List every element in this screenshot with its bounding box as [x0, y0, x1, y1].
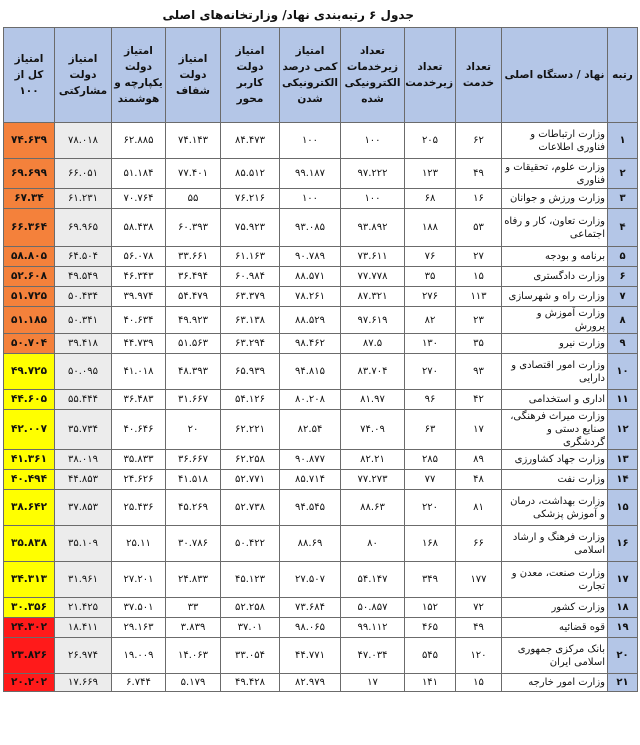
- row-electronic-percent: ۸۵.۷۱۴: [280, 470, 341, 490]
- row-org-name: وزارت دادگستری: [502, 267, 608, 287]
- row-integrated-score: ۳۹.۹۷۴: [112, 287, 166, 307]
- row-user-centric-score: ۶۲.۲۲۱: [221, 410, 280, 450]
- row-user-centric-score: ۶۰.۹۸۴: [221, 267, 280, 287]
- row-electronic-percent: ۹۹.۱۸۷: [280, 159, 341, 189]
- row-rank: ۶: [608, 267, 638, 287]
- row-rank: ۱۱: [608, 390, 638, 410]
- row-total-score: ۵۱.۷۲۵: [4, 287, 55, 307]
- row-user-centric-score: ۶۳.۲۹۴: [221, 334, 280, 354]
- row-total-score: ۶۷.۳۴: [4, 189, 55, 209]
- row-services: ۱۶: [456, 189, 502, 209]
- header-rank: رتبه: [608, 28, 638, 123]
- row-electronic-subservices: ۷۷.۷۷۸: [341, 267, 405, 287]
- row-services: ۶۶: [456, 526, 502, 562]
- row-participatory-score: ۴۹.۵۴۹: [55, 267, 112, 287]
- row-participatory-score: ۳۷.۸۵۳: [55, 490, 112, 526]
- row-transparent-score: ۳۳.۶۶۱: [166, 247, 221, 267]
- row-rank: ۴: [608, 209, 638, 247]
- row-org-name: وزارت علوم، تحقیقات و فناوری: [502, 159, 608, 189]
- row-org-name: وزارت بهداشت، درمان و آموزش پزشکی: [502, 490, 608, 526]
- table-row: [4, 354, 638, 390]
- row-integrated-score: ۴۰.۶۳۴: [112, 307, 166, 334]
- row-subservices: ۱۶۸: [405, 526, 456, 562]
- row-services: ۱۲۰: [456, 638, 502, 674]
- table-row: [4, 247, 638, 267]
- row-rank: ۱۴: [608, 470, 638, 490]
- row-total-score: ۳۴.۳۱۳: [4, 562, 55, 598]
- row-transparent-score: ۷۷.۴۰۱: [166, 159, 221, 189]
- row-participatory-score: ۵۰.۴۳۴: [55, 287, 112, 307]
- row-participatory-score: ۳۵.۱۰۹: [55, 526, 112, 562]
- row-services: ۳۵: [456, 334, 502, 354]
- row-subservices: ۳۴۹: [405, 562, 456, 598]
- row-electronic-percent: ۹۸.۰۶۵: [280, 618, 341, 638]
- row-user-centric-score: ۸۴.۴۷۳: [221, 123, 280, 159]
- table-row: [4, 123, 638, 159]
- row-subservices: ۷۶: [405, 247, 456, 267]
- row-transparent-score: ۳۶.۶۶۷: [166, 450, 221, 470]
- row-electronic-subservices: ۱۰۰: [341, 189, 405, 209]
- row-services: ۱۵: [456, 674, 502, 692]
- row-user-centric-score: ۵۰.۴۲۲: [221, 526, 280, 562]
- row-user-centric-score: ۴۹.۴۲۸: [221, 674, 280, 692]
- table-row: [4, 287, 638, 307]
- row-electronic-percent: ۸۰.۲۰۸: [280, 390, 341, 410]
- row-total-score: ۵۸.۸۰۵: [4, 247, 55, 267]
- row-rank: ۱۳: [608, 450, 638, 470]
- table-row: [4, 490, 638, 526]
- row-services: ۵۳: [456, 209, 502, 247]
- row-transparent-score: ۲۴.۸۳۳: [166, 562, 221, 598]
- row-org-name: برنامه و بودجه: [502, 247, 608, 267]
- table-row: [4, 189, 638, 209]
- row-rank: ۱۸: [608, 598, 638, 618]
- table-row: [4, 562, 638, 598]
- row-subservices: ۱۵۲: [405, 598, 456, 618]
- row-participatory-score: ۶۴.۵۰۴: [55, 247, 112, 267]
- row-total-score: ۳۸.۶۴۲: [4, 490, 55, 526]
- table-row: [4, 618, 638, 638]
- row-integrated-score: ۲۵.۱۱: [112, 526, 166, 562]
- row-subservices: ۲۲۰: [405, 490, 456, 526]
- row-integrated-score: ۴۴.۷۳۹: [112, 334, 166, 354]
- row-transparent-score: ۴۹.۹۲۳: [166, 307, 221, 334]
- row-electronic-subservices: ۸۲.۲۱: [341, 450, 405, 470]
- row-rank: ۱: [608, 123, 638, 159]
- row-electronic-percent: ۱۰۰: [280, 189, 341, 209]
- row-services: ۴۹: [456, 159, 502, 189]
- row-electronic-subservices: ۵۴.۱۴۷: [341, 562, 405, 598]
- row-services: ۱۷۷: [456, 562, 502, 598]
- row-transparent-score: ۶۰.۳۹۳: [166, 209, 221, 247]
- row-org-name: وزارت ورزش و جوانان: [502, 189, 608, 209]
- row-org-name: وزارت صنعت، معدن و تجارت: [502, 562, 608, 598]
- row-transparent-score: ۵۱.۵۶۳: [166, 334, 221, 354]
- row-user-centric-score: ۶۱.۱۶۳: [221, 247, 280, 267]
- row-services: ۴۸: [456, 470, 502, 490]
- row-services: ۹۳: [456, 354, 502, 390]
- row-rank: ۷: [608, 287, 638, 307]
- row-total-score: ۲۳.۸۲۶: [4, 638, 55, 674]
- table-row: [4, 598, 638, 618]
- row-org-name: وزارت امور اقتصادی و دارایی: [502, 354, 608, 390]
- row-electronic-subservices: ۸۱.۹۷: [341, 390, 405, 410]
- row-total-score: ۲۰.۲۰۲: [4, 674, 55, 692]
- row-participatory-score: ۳۸.۰۱۹: [55, 450, 112, 470]
- row-participatory-score: ۵۰.۰۹۵: [55, 354, 112, 390]
- row-total-score: ۴۰.۴۹۴: [4, 470, 55, 490]
- row-total-score: ۷۴.۶۳۹: [4, 123, 55, 159]
- row-user-centric-score: ۴۵.۱۲۳: [221, 562, 280, 598]
- header-user-centric: امتیاز دولت کاربر محور: [221, 28, 280, 123]
- row-total-score: ۶۹.۶۹۹: [4, 159, 55, 189]
- row-integrated-score: ۲۹.۱۶۳: [112, 618, 166, 638]
- row-transparent-score: ۴۵.۲۶۹: [166, 490, 221, 526]
- row-org-name: وزارت ارتباطات و فناوری اطلاعات: [502, 123, 608, 159]
- row-integrated-score: ۷۰.۷۶۴: [112, 189, 166, 209]
- row-org-name: قوه قضائیه: [502, 618, 608, 638]
- row-integrated-score: ۲۴.۶۲۶: [112, 470, 166, 490]
- row-electronic-percent: ۷۳.۶۸۴: [280, 598, 341, 618]
- header-electronic-percent: امتیاز کمی درصد الکترونیکی شدن: [280, 28, 341, 123]
- row-participatory-score: ۷۸.۰۱۸: [55, 123, 112, 159]
- row-electronic-subservices: ۷۴.۰۹: [341, 410, 405, 450]
- row-org-name: وزارت امور خارجه: [502, 674, 608, 692]
- row-electronic-percent: ۹۰.۷۸۹: [280, 247, 341, 267]
- row-integrated-score: ۳۵.۸۳۳: [112, 450, 166, 470]
- table-row: [4, 307, 638, 334]
- row-subservices: ۶۳: [405, 410, 456, 450]
- row-participatory-score: ۳۵.۷۳۴: [55, 410, 112, 450]
- row-transparent-score: ۳۱.۶۶۷: [166, 390, 221, 410]
- row-subservices: ۷۷: [405, 470, 456, 490]
- header-participatory: امتیاز دولت مشارکتی: [55, 28, 112, 123]
- row-subservices: ۲۰۵: [405, 123, 456, 159]
- ranking-table: [3, 27, 638, 692]
- row-participatory-score: ۶۹.۹۶۵: [55, 209, 112, 247]
- row-rank: ۲۰: [608, 638, 638, 674]
- row-integrated-score: ۵۸.۴۳۸: [112, 209, 166, 247]
- row-total-score: ۳۰.۳۵۶: [4, 598, 55, 618]
- row-total-score: ۴۲.۰۰۷: [4, 410, 55, 450]
- row-electronic-percent: ۹۰.۸۷۷: [280, 450, 341, 470]
- row-total-score: ۳۵.۸۳۸: [4, 526, 55, 562]
- row-electronic-subservices: ۸۷.۵: [341, 334, 405, 354]
- row-total-score: ۴۱.۳۶۱: [4, 450, 55, 470]
- row-participatory-score: ۶۱.۲۳۱: [55, 189, 112, 209]
- row-transparent-score: ۱۴.۰۶۳: [166, 638, 221, 674]
- table-row: [4, 410, 638, 450]
- row-org-name: اداری و استخدامی: [502, 390, 608, 410]
- row-transparent-score: ۳۶.۴۹۴: [166, 267, 221, 287]
- row-user-centric-score: ۶۲.۲۵۸: [221, 450, 280, 470]
- row-rank: ۳: [608, 189, 638, 209]
- row-services: ۲۷: [456, 247, 502, 267]
- row-electronic-subservices: ۹۹.۱۱۲: [341, 618, 405, 638]
- row-participatory-score: ۵۰.۳۴۱: [55, 307, 112, 334]
- row-electronic-subservices: ۸۰: [341, 526, 405, 562]
- row-total-score: ۵۰.۷۰۴: [4, 334, 55, 354]
- row-participatory-score: ۲۱.۴۲۵: [55, 598, 112, 618]
- row-rank: ۲۱: [608, 674, 638, 692]
- row-integrated-score: ۵۶.۰۷۸: [112, 247, 166, 267]
- row-electronic-percent: ۸۸.۶۹: [280, 526, 341, 562]
- row-rank: ۱۹: [608, 618, 638, 638]
- row-org-name: وزارت میراث فرهنگی، صنایع دستی و گردشگری: [502, 410, 608, 450]
- row-user-centric-score: ۳۳.۰۵۴: [221, 638, 280, 674]
- row-org-name: وزارت نیرو: [502, 334, 608, 354]
- row-user-centric-score: ۷۵.۹۲۳: [221, 209, 280, 247]
- table-row: [4, 209, 638, 247]
- header-electronic-subservices: تعداد زیرخدمات الکترونیکی شده: [341, 28, 405, 123]
- row-subservices: ۴۶۵: [405, 618, 456, 638]
- row-integrated-score: ۵۱.۱۸۴: [112, 159, 166, 189]
- row-electronic-percent: ۴۴.۷۷۱: [280, 638, 341, 674]
- row-rank: ۲: [608, 159, 638, 189]
- row-transparent-score: ۳۰.۷۸۶: [166, 526, 221, 562]
- row-rank: ۵: [608, 247, 638, 267]
- row-services: ۴۹: [456, 618, 502, 638]
- row-participatory-score: ۵۵.۴۴۴: [55, 390, 112, 410]
- row-user-centric-score: ۵۲.۲۵۸: [221, 598, 280, 618]
- row-org-name: وزارت نفت: [502, 470, 608, 490]
- row-total-score: ۵۱.۱۸۵: [4, 307, 55, 334]
- row-services: ۷۲: [456, 598, 502, 618]
- row-electronic-subservices: ۵۰.۸۵۷: [341, 598, 405, 618]
- row-transparent-score: ۵.۱۷۹: [166, 674, 221, 692]
- row-integrated-score: ۴۶.۳۴۳: [112, 267, 166, 287]
- row-electronic-percent: ۹۴.۸۱۵: [280, 354, 341, 390]
- row-user-centric-score: ۵۲.۷۷۱: [221, 470, 280, 490]
- header-subservices: تعداد زیرخدمت: [405, 28, 456, 123]
- row-electronic-subservices: ۸۷.۳۲۱: [341, 287, 405, 307]
- row-electronic-percent: ۹۴.۵۴۵: [280, 490, 341, 526]
- row-participatory-score: ۱۷.۶۶۹: [55, 674, 112, 692]
- row-subservices: ۱۸۸: [405, 209, 456, 247]
- row-user-centric-score: ۶۳.۳۷۹: [221, 287, 280, 307]
- row-electronic-percent: ۲۷.۵۰۷: [280, 562, 341, 598]
- row-user-centric-score: ۵۴.۱۲۶: [221, 390, 280, 410]
- row-rank: ۱۶: [608, 526, 638, 562]
- row-electronic-subservices: ۴۷.۰۳۴: [341, 638, 405, 674]
- row-participatory-score: ۶۶.۰۵۱: [55, 159, 112, 189]
- row-electronic-percent: ۹۳.۰۸۵: [280, 209, 341, 247]
- ranking-table-container: [3, 27, 637, 692]
- row-rank: ۱۷: [608, 562, 638, 598]
- row-transparent-score: ۳۳: [166, 598, 221, 618]
- header-transparent: امتیاز دولت شفاف: [166, 28, 221, 123]
- table-row: [4, 470, 638, 490]
- row-user-centric-score: ۷۶.۲۱۶: [221, 189, 280, 209]
- row-electronic-percent: ۸۸.۵۷۱: [280, 267, 341, 287]
- row-integrated-score: ۲۵.۴۳۶: [112, 490, 166, 526]
- header-org: نهاد / دستگاه اصلی: [502, 28, 608, 123]
- row-integrated-score: ۴۰.۶۴۶: [112, 410, 166, 450]
- row-electronic-subservices: ۹۷.۲۲۲: [341, 159, 405, 189]
- row-services: ۱۵: [456, 267, 502, 287]
- row-transparent-score: ۵۵: [166, 189, 221, 209]
- row-org-name: وزارت آموزش و پرورش: [502, 307, 608, 334]
- row-electronic-percent: ۷۸.۲۶۱: [280, 287, 341, 307]
- row-participatory-score: ۳۹.۴۱۸: [55, 334, 112, 354]
- row-org-name: وزارت فرهنگ و ارشاد اسلامی: [502, 526, 608, 562]
- row-services: ۶۲: [456, 123, 502, 159]
- row-total-score: ۶۶.۳۶۴: [4, 209, 55, 247]
- row-participatory-score: ۱۸.۴۱۱: [55, 618, 112, 638]
- row-electronic-subservices: ۱۷: [341, 674, 405, 692]
- row-integrated-score: ۲۷.۲۰۱: [112, 562, 166, 598]
- row-participatory-score: ۲۶.۹۷۴: [55, 638, 112, 674]
- row-integrated-score: ۶.۷۴۴: [112, 674, 166, 692]
- row-electronic-subservices: ۹۷.۶۱۹: [341, 307, 405, 334]
- row-services: ۸۹: [456, 450, 502, 470]
- row-subservices: ۶۸: [405, 189, 456, 209]
- row-electronic-subservices: ۸۳.۷۰۴: [341, 354, 405, 390]
- row-subservices: ۱۳۰: [405, 334, 456, 354]
- row-integrated-score: ۳۷.۵۰۱: [112, 598, 166, 618]
- table-body: [4, 123, 638, 692]
- row-rank: ۸: [608, 307, 638, 334]
- row-rank: ۱۰: [608, 354, 638, 390]
- row-electronic-subservices: ۹۳.۸۹۲: [341, 209, 405, 247]
- row-integrated-score: ۳۶.۴۸۳: [112, 390, 166, 410]
- row-transparent-score: ۳.۸۳۹: [166, 618, 221, 638]
- row-total-score: ۴۹.۷۲۵: [4, 354, 55, 390]
- table-title: جدول ۶ رتبه‌بندی نهاد/ وزارتخانه‌های اصلی: [162, 8, 414, 22]
- row-subservices: ۳۵: [405, 267, 456, 287]
- row-subservices: ۱۲۳: [405, 159, 456, 189]
- row-subservices: ۹۶: [405, 390, 456, 410]
- row-services: ۱۷: [456, 410, 502, 450]
- table-row: [4, 334, 638, 354]
- row-electronic-subservices: ۸۸.۶۳: [341, 490, 405, 526]
- row-user-centric-score: ۳۷.۰۱: [221, 618, 280, 638]
- row-services: ۱۱۳: [456, 287, 502, 307]
- row-subservices: ۸۲: [405, 307, 456, 334]
- row-subservices: ۲۷۶: [405, 287, 456, 307]
- row-electronic-percent: ۸۸.۵۲۹: [280, 307, 341, 334]
- row-org-name: وزارت جهاد کشاورزی: [502, 450, 608, 470]
- row-participatory-score: ۳۱.۹۶۱: [55, 562, 112, 598]
- row-total-score: ۵۲.۶۰۸: [4, 267, 55, 287]
- table-row: [4, 526, 638, 562]
- row-subservices: ۱۴۱: [405, 674, 456, 692]
- row-electronic-subservices: ۱۰۰: [341, 123, 405, 159]
- row-electronic-percent: ۸۲.۹۷۹: [280, 674, 341, 692]
- row-user-centric-score: ۶۳.۱۳۸: [221, 307, 280, 334]
- row-total-score: ۴۴.۶۰۵: [4, 390, 55, 410]
- row-rank: ۱۲: [608, 410, 638, 450]
- row-transparent-score: ۴۱.۵۱۸: [166, 470, 221, 490]
- row-user-centric-score: ۸۵.۵۱۲: [221, 159, 280, 189]
- row-electronic-subservices: ۷۳.۶۱۱: [341, 247, 405, 267]
- row-org-name: وزارت تعاون، کار و رفاه اجتماعی: [502, 209, 608, 247]
- row-subservices: ۲۸۵: [405, 450, 456, 470]
- row-subservices: ۵۴۵: [405, 638, 456, 674]
- row-integrated-score: ۴۱.۰۱۸: [112, 354, 166, 390]
- row-participatory-score: ۴۴.۸۵۳: [55, 470, 112, 490]
- row-electronic-percent: ۸۲.۵۴: [280, 410, 341, 450]
- row-services: ۸۱: [456, 490, 502, 526]
- table-row: [4, 450, 638, 470]
- row-transparent-score: ۵۴.۴۷۹: [166, 287, 221, 307]
- header-services: تعداد خدمت: [456, 28, 502, 123]
- row-org-name: وزارت کشور: [502, 598, 608, 618]
- header-row: [4, 28, 638, 123]
- row-integrated-score: ۶۲.۸۸۵: [112, 123, 166, 159]
- row-services: ۲۳: [456, 307, 502, 334]
- row-user-centric-score: ۶۵.۹۳۹: [221, 354, 280, 390]
- row-total-score: ۲۴.۳۰۲: [4, 618, 55, 638]
- row-electronic-subservices: ۷۷.۲۷۳: [341, 470, 405, 490]
- table-row: [4, 390, 638, 410]
- row-transparent-score: ۴۸.۳۹۳: [166, 354, 221, 390]
- row-transparent-score: ۷۴.۱۴۳: [166, 123, 221, 159]
- row-org-name: وزارت راه و شهرسازی: [502, 287, 608, 307]
- row-user-centric-score: ۵۲.۷۳۸: [221, 490, 280, 526]
- table-row: [4, 638, 638, 674]
- table-row: [4, 159, 638, 189]
- table-row: [4, 674, 638, 692]
- row-transparent-score: ۲۰: [166, 410, 221, 450]
- row-electronic-percent: ۱۰۰: [280, 123, 341, 159]
- row-rank: ۹: [608, 334, 638, 354]
- table-row: [4, 267, 638, 287]
- header-integrated: امتیاز دولت یکپارچه و هوشمند: [112, 28, 166, 123]
- row-org-name: بانک مرکزی جمهوری اسلامی ایران: [502, 638, 608, 674]
- row-electronic-percent: ۹۸.۴۶۲: [280, 334, 341, 354]
- row-rank: ۱۵: [608, 490, 638, 526]
- row-subservices: ۲۷۰: [405, 354, 456, 390]
- row-integrated-score: ۱۹.۰۰۹: [112, 638, 166, 674]
- header-total: امتیاز کل از ۱۰۰: [4, 28, 55, 123]
- row-services: ۴۲: [456, 390, 502, 410]
